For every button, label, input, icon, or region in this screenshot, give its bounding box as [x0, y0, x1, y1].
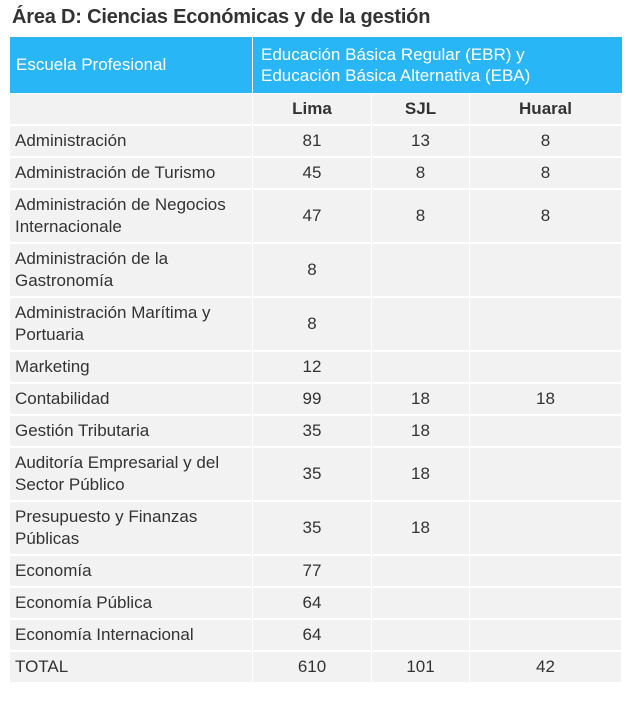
cell-sjl: 13 — [372, 124, 470, 156]
table-row — [10, 188, 622, 242]
cell-sjl — [372, 350, 470, 382]
table-row — [10, 500, 622, 554]
cell-sjl — [372, 618, 470, 650]
cell-escuela-line1: Administración Marítima y — [15, 303, 211, 322]
cell-escuela-line2: Gastronomía — [15, 271, 114, 290]
cell-huaral — [470, 586, 622, 618]
cell-lima: 64 — [253, 618, 372, 650]
cell-huaral: 18 — [470, 382, 622, 414]
cell-huaral: 8 — [470, 124, 622, 156]
table-header-row — [10, 37, 622, 93]
table-row — [10, 554, 622, 586]
cell-huaral — [470, 618, 622, 650]
cell-sjl: 18 — [372, 500, 470, 554]
cell-lima: 47 — [253, 188, 372, 242]
header-modalidad — [253, 37, 622, 93]
cell-lima: 35 — [253, 446, 372, 500]
subheader-lima: Lima — [253, 93, 372, 124]
cell-lima: 12 — [253, 350, 372, 382]
cell-sjl — [372, 554, 470, 586]
subheader-blank — [10, 93, 253, 124]
subheader-sjl: SJL — [372, 93, 470, 124]
subheader-huaral: Huaral — [470, 93, 622, 124]
cell-sjl — [372, 586, 470, 618]
table-row — [10, 124, 622, 156]
cell-escuela-line1: Presupuesto y Finanzas — [15, 507, 198, 526]
cell-lima: 77 — [253, 554, 372, 586]
cell-sjl: 101 — [372, 650, 470, 682]
cell-sjl — [372, 296, 470, 350]
table-subheader-row — [10, 93, 622, 124]
table-row — [10, 382, 622, 414]
table-row — [10, 586, 622, 618]
cell-lima: 99 — [253, 382, 372, 414]
cell-escuela-line1: Auditoría Empresarial y del — [15, 453, 220, 472]
cell-lima: 35 — [253, 500, 372, 554]
table-row — [10, 350, 622, 382]
cell-escuela: Administración — [10, 124, 253, 156]
table-row — [10, 296, 622, 350]
cell-sjl: 8 — [372, 188, 470, 242]
cell-escuela-line2: Portuaria — [15, 325, 84, 344]
cell-sjl: 18 — [372, 414, 470, 446]
cell-escuela-line1: Administración de Negocios — [15, 195, 226, 214]
header-modalidad-line1: Educación Básica Regular (EBR) y — [261, 45, 525, 64]
cell-sjl: 18 — [372, 446, 470, 500]
cell-escuela — [10, 500, 253, 554]
cell-huaral — [470, 554, 622, 586]
cell-sjl — [372, 242, 470, 296]
cell-escuela: TOTAL — [10, 650, 253, 682]
cell-escuela: Gestión Tributaria — [10, 414, 253, 446]
cell-escuela: Contabilidad — [10, 382, 253, 414]
cell-lima: 81 — [253, 124, 372, 156]
cell-sjl: 18 — [372, 382, 470, 414]
page-title: Área D: Ciencias Económicas y de la gestión — [12, 6, 431, 28]
cell-lima: 35 — [253, 414, 372, 446]
cell-escuela — [10, 242, 253, 296]
cell-lima: 610 — [253, 650, 372, 682]
cell-escuela: Economía Pública — [10, 586, 253, 618]
cell-huaral — [470, 242, 622, 296]
cell-escuela-line2: Internacionale — [15, 217, 122, 236]
cell-escuela: Economía — [10, 554, 253, 586]
cell-huaral: 42 — [470, 650, 622, 682]
table-row — [10, 414, 622, 446]
cell-escuela-line2: Públicas — [15, 529, 80, 548]
cell-huaral — [470, 296, 622, 350]
cell-huaral — [470, 414, 622, 446]
table-row — [10, 446, 622, 500]
cell-escuela: Marketing — [10, 350, 253, 382]
cell-lima: 8 — [253, 242, 372, 296]
cell-lima: 45 — [253, 156, 372, 188]
cell-huaral — [470, 350, 622, 382]
header-escuela-profesional: Escuela Profesional — [10, 37, 253, 93]
cell-escuela — [10, 446, 253, 500]
cell-huaral — [470, 446, 622, 500]
cell-sjl: 8 — [372, 156, 470, 188]
cell-escuela-line2: Sector Público — [15, 475, 125, 494]
cell-escuela — [10, 188, 253, 242]
cell-huaral: 8 — [470, 188, 622, 242]
table-row — [10, 242, 622, 296]
cell-lima: 8 — [253, 296, 372, 350]
table-row — [10, 650, 622, 682]
cell-escuela — [10, 296, 253, 350]
header-modalidad-line2: Educación Básica Alternativa (EBA) — [261, 66, 531, 85]
table-row — [10, 156, 622, 188]
cell-lima: 64 — [253, 586, 372, 618]
cell-escuela: Economía Internacional — [10, 618, 253, 650]
cell-escuela: Administración de Turismo — [10, 156, 253, 188]
vacancies-table — [10, 37, 622, 682]
cell-huaral — [470, 500, 622, 554]
cell-huaral: 8 — [470, 156, 622, 188]
cell-escuela-line1: Administración de la — [15, 249, 169, 268]
table-row — [10, 618, 622, 650]
